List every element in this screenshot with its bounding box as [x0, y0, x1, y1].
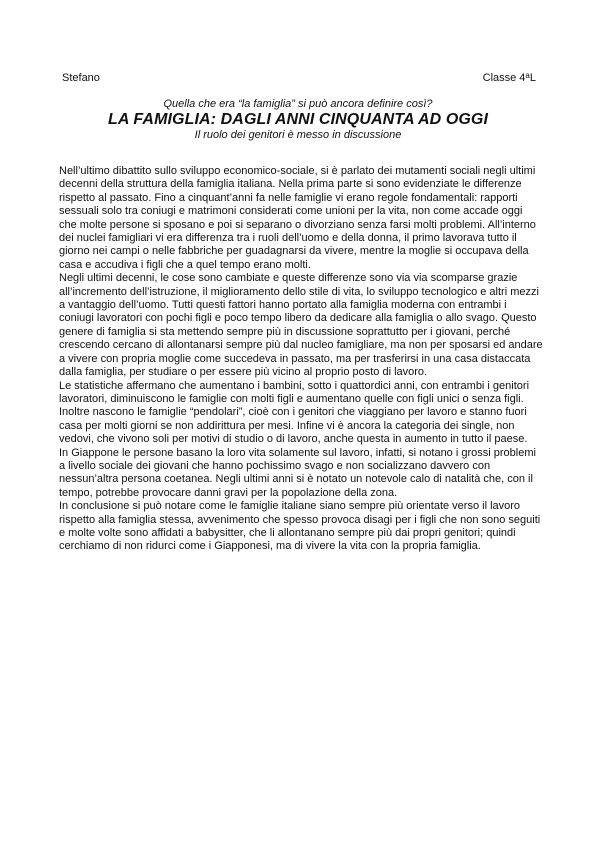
paragraph: Negli ultimi decenni, le cose sono cambiate e queste differenze sono via via scomparse grazie all’incremento dell’istruzione, il miglioramento dello stile di vita, lo sviluppo tecnologico e altri mezzi a vantaggio dell’uomo. Tutti questi fattori hanno portato alla famiglia moderna con entrambi i coniugi lavoratori con pochi figli e poco tempo libero da dedicare alla famiglia o allo svago. Questo genere di famiglia si sta mettendo sempre più in discussione soprattutto per i giovani, perché crescendo cercano di allontanarsi sempre più dal nucleo famigliare, ma non per sposarsi ed andare a vivere con propria moglie come succedeva in passato, ma per trasferirsi in una casa distaccata dalla famiglia, per studiare o per essere più vicino al proprio posto di lavoro.: [59, 272, 543, 379]
paragraph: In conclusione si può notare come le famiglie italiane siano sempre più orientate verso il lavoro rispetto alla famiglia stessa, avvenimento che spesso provoca disagi per i figli che non sono seguiti e molte volte sono affidati a babysitter, che li allontanano sempre più dai propri genitori; quindi cerchiamo di non ridurci come i Giapponesi, ma di vivere la vita con la propria famiglia.: [59, 500, 541, 553]
class-prefix: Classe 4: [482, 72, 526, 84]
kicker-question: Quella che era “la famiglia” si può ancora definire così?: [163, 98, 433, 110]
article-body: [59, 165, 543, 554]
page-title: LA FAMIGLIA: DAGLI ANNI CINQUANTA AD OGGI: [107, 111, 489, 128]
paragraph: Nell’ultimo dibattito sullo sviluppo economico-sociale, si è parlato dei mutamenti sociali negli ultimi decenni della struttura della famiglia italiana. Nella prima parte si sono evidenziate le differenze rispetto al passato. Fino a cinquant’anni fa nelle famiglie vi erano regole fondamentali: rapporti sessuali solo tra coniugi e matrimoni considerati come unioni per la vita, non come accade oggi che molte persone si sposano e poi si separano o divorziano senza farsi molti problemi. All’interno dei nuclei famigliari vi era differenza tra i ruoli dell’uomo e della donna, il primo lavorava tutto il giorno nei campi o nelle fabbriche per guadagnarsi da vivere, mentre la moglie si occupava della casa e accudiva i figli che a quel tempo erano molti.: [59, 165, 536, 271]
class-suffix: L: [529, 72, 536, 84]
paragraph: In Giappone le persone basano la loro vita solamente sul lavoro, infatti, si notano i grossi problemi a livello sociale dei giovani che hanno pochissimo svago e non socializzano davvero con nessun’altra persona coetanea. Negli ultimi anni si è notato un notevole calo di natalità che, con il tempo, potrebbe provocare danni gravi per la popolazione della zona.: [59, 446, 536, 499]
title-block: [0, 98, 596, 142]
author-name: Stefano: [62, 72, 100, 84]
class-label: [483, 72, 536, 85]
paragraph: Le statistiche affermano che aumentano i bambini, sotto i quattordici anni, con entrambi i genitori lavoratori, diminuiscono le famiglie con molti figli e aumentano quelle con figli unici o senza figli. Inoltre nascono le famiglie “pendolari”, cioè con i genitori che viaggiano per lavoro e stanno fuori casa per molti giorni se non addirittura per mesi. Infine vi è ancora la categoria dei single, non vedovi, che vivono soli per motivi di studio o di lavoro, anche questa in aumento in tutto il paese.: [59, 379, 530, 446]
page-subtitle: Il ruolo dei genitori è messo in discussione: [194, 129, 402, 141]
class-superscript: a: [525, 71, 530, 80]
